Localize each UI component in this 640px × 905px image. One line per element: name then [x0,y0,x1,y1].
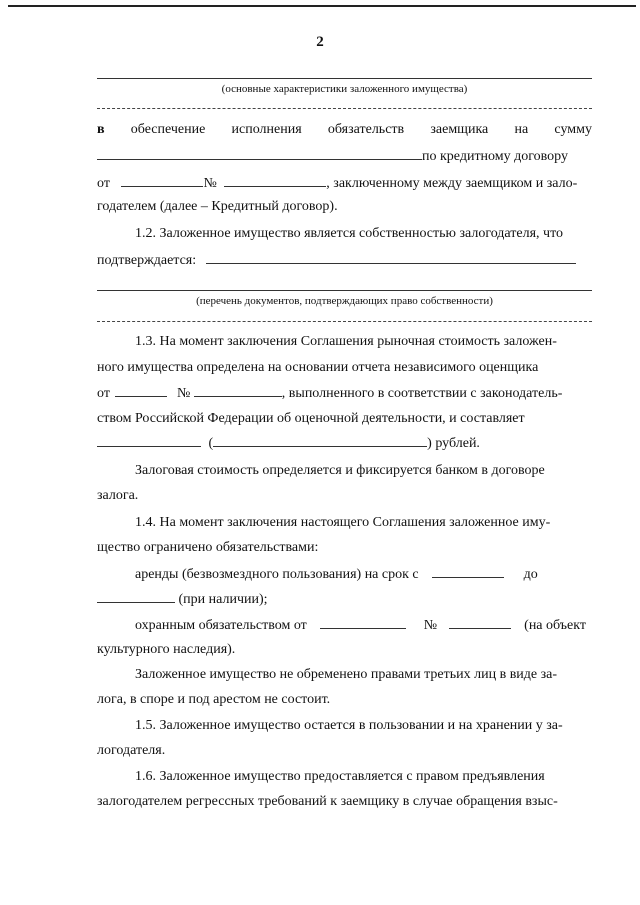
number-sign: № [423,618,438,633]
paren-open: ( [208,436,214,451]
lease-note: (при наличии); [178,592,268,607]
lease-line2 [97,590,592,609]
number-sign: № [176,386,191,401]
p14-line2: щество ограничено обязательствами: [97,540,319,555]
pledge-value-line2: залога. [97,488,139,503]
p13-line5 [97,434,592,453]
caption-docs: (перечень документов, подтверждающих право собственности) [196,295,493,307]
from-line [97,174,592,193]
word: обеспечение [130,122,206,137]
p16-line1: 1.6. Заложенное имущество предоставляется с правом предъявления [135,769,545,784]
sum-blank [97,434,201,447]
confirm-label: подтверждается: [97,253,197,268]
blank-line [97,78,592,79]
word: исполнения [231,122,302,137]
lease-text: аренды (безвозмездного пользования) на срок с [135,567,419,582]
date-blank [121,174,203,187]
p13-line4: ством Российской Федерации об оценочной деятельности, и составляет [97,411,525,426]
word: на [514,122,529,137]
guard-line1 [97,616,630,635]
confirm-blank [206,251,576,264]
p12-line2 [97,251,592,270]
ot-label: от [97,176,110,191]
word: в [97,122,105,137]
p15-line2: логодателя. [97,743,166,758]
credit-line [97,147,592,166]
do-label: до [523,567,538,582]
p13-line1: 1.3. На момент заключения Соглашения рыночная стоимость заложен- [135,334,557,349]
p16-line2: залогодателем регрессных требований к заемщику в случае обращения взыс- [97,794,558,809]
secure-line [97,121,592,139]
word: заемщика [430,122,489,137]
amount-blank [97,147,422,160]
guard-text: охранным обязательством от [135,618,307,633]
caption-property: (основные характеристики заложенного имущества) [221,83,468,95]
top-border [8,5,636,7]
lease-line1 [97,565,630,584]
date-blank [115,384,167,397]
blank-line [97,290,592,291]
page-number: 2 [316,34,324,50]
guard-object: (на объект [524,618,586,633]
lease-from-blank [432,565,504,578]
p13-line3-text: , выполненного в соответствии с законодатель- [281,386,563,401]
p15-line1: 1.5. Заложенное имущество остается в пользовании и на хранении у за- [135,718,563,733]
guard-date-blank [320,616,406,629]
word: обязательств [327,122,405,137]
blank-line [97,108,592,109]
free-line1: Заложенное имущество не обременено правами третьих лиц в виде за- [135,667,558,682]
sum-words-blank [213,434,427,447]
rubles-text: ) рублей. [427,436,480,451]
free-line2: лога, в споре и под арестом не состоит. [97,692,331,707]
word: сумму [554,122,592,137]
number-sign: № [203,176,217,191]
p14-line1: 1.4. На момент заключения настоящего Соглашения заложенное иму- [135,515,551,530]
p12-line1: 1.2. Заложенное имущество является собственностью залогодателя, что [135,226,564,241]
p13-line2: ного имущества определена на основании отчета независимого оценщика [97,360,539,375]
p13-line3 [97,384,592,403]
guard-line2: культурного наследия). [97,642,236,657]
pledger-line: годателем (далее – Кредитный договор). [97,199,338,214]
from-text: , заключенному между заемщиком и зало- [326,176,578,191]
number-blank [194,384,282,397]
lease-to-blank [97,590,175,603]
number-blank [224,174,326,187]
credit-text: по кредитному договору [422,149,568,164]
ot-label: от [97,386,110,401]
pledge-value-line1: Залоговая стоимость определяется и фиксируется банком в договоре [135,463,545,478]
guard-number-blank [449,616,511,629]
blank-line [97,321,592,322]
